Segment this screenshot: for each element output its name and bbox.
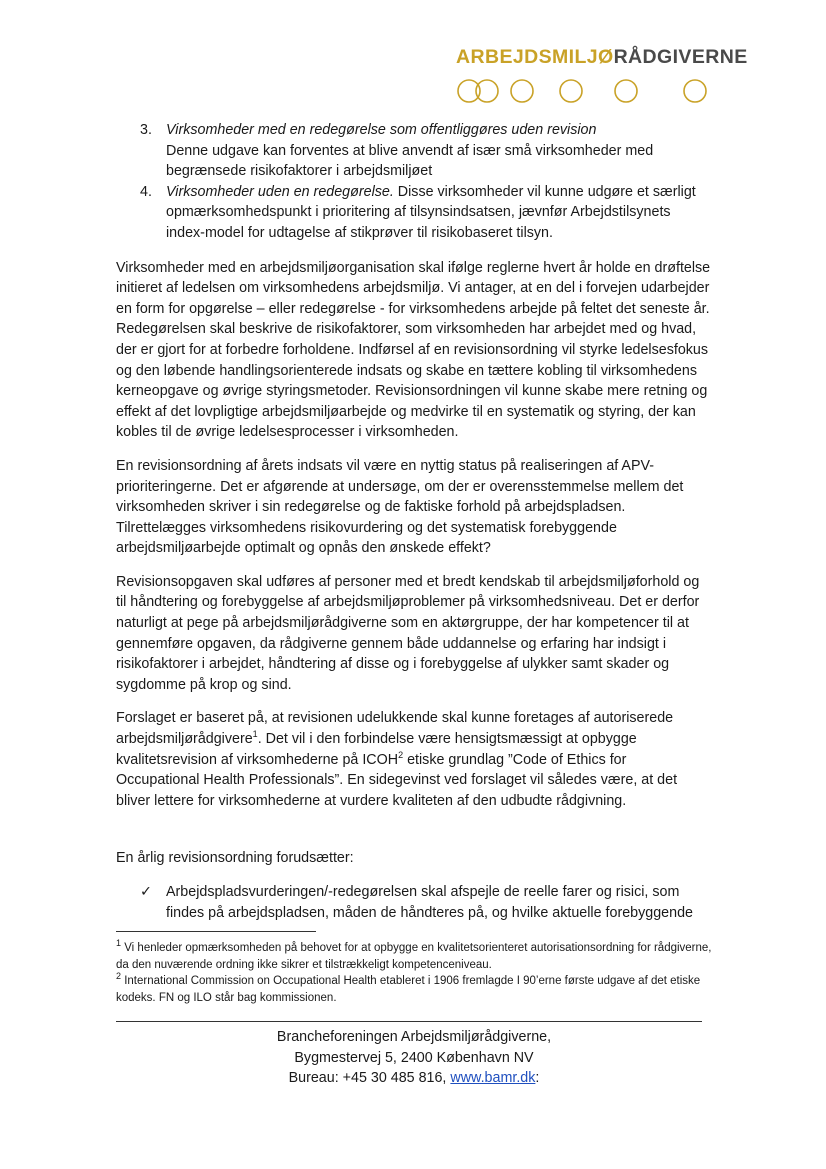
requirements-lead: En årlig revisionsordning forudsætter: — [116, 850, 354, 867]
list-item-text: Disse virksomheder vil kunne udgøre et særligt opmærksomhedspunkt i prioritering af tilsynsindsatsen, jævnfør Arbejdstilsynets index-model for udtagelse af stikprøver til risikobaseret tilsyn. — [166, 183, 696, 241]
website-link[interactable]: www.bamr.dk — [450, 1070, 536, 1086]
logo-rings-icon — [456, 76, 716, 108]
paragraph — [116, 708, 712, 811]
footnote-number: 1 — [116, 938, 122, 949]
footer-divider — [116, 1021, 702, 1022]
page-footer — [116, 1027, 712, 1089]
footnote — [116, 940, 712, 973]
footer-suffix: : — [535, 1070, 540, 1086]
footer-address: Bygmestervej 5, 2400 København NV — [294, 1049, 534, 1066]
checklist-item — [116, 882, 712, 923]
checklist — [116, 882, 712, 923]
list-item-number: 4. — [140, 183, 152, 200]
numbered-list — [116, 120, 712, 244]
list-item — [116, 120, 712, 182]
footnote-divider — [116, 931, 316, 932]
logo-text-part2: RÅDGIVERNE — [613, 46, 748, 68]
company-logo — [456, 46, 748, 69]
footnote-text: Vi henleder opmærksomheden på behovet for at opbygge en kvalitetsorienteret autorisationsordning for rådgiverne, da den nuværende ordning ikke sikrer et tilstrækkeligt kompetenceniveau. — [116, 942, 712, 971]
list-item-title: Virksomheder uden en redegørelse. — [166, 183, 394, 200]
footer-phone: Bureau: +45 30 485 816, — [288, 1070, 451, 1086]
document-body — [116, 120, 712, 923]
paragraph: Virksomheder med en arbejdsmiljøorganisation skal ifølge reglerne hvert år holde en drøftelse initieret af ledelsen om virksomhedens arbejdsmiljø. Vi antager, at en del i forvejen udarbejder en form for opgørelse – eller redegørelse - for virksomhedens arbejde på feltet det seneste år. Redegørelsen skal beskrive de risikofaktorer, som virksomheden har arbejdet med og hvad, der er gjort for at forbedre forholdene. Indførsel af en revisionsordning vil styrke ledelsesfokus og den løbende handlingsorienterede indsats og skabe en tættere kobling til virksomhedens kerneopgave og øvrige styringsmetoder. Revisionsordningen vil kunne skabe mere retning og effekt af det lovpligtige arbejdsmiljøarbejde og medvirke til en systematik og styring, der kan kobles til de øvrige ledelsesprocesser i virksomheden. — [116, 259, 711, 441]
paragraph-text: . Det vil i den forbindelse være hensigtsmæssigt at opbygge kvalitetsrevision af virksomhederne på ICOH — [116, 731, 637, 768]
paragraph: Revisionsopgaven skal udføres af personer med et bredt kendskab til arbejdsmiljøforhold og til håndtering og forebyggelse af arbejdsmiljøproblemer på virksomhedsniveau. Det er derfor naturligt at pege på arbejdsmiljørådgiverne som en aktørgruppe, der har kompetencer til at gennemføre opgaven, da rådgiverne gennem både uddannelse og erfaring har indsigt i risikofaktorer i arbejdet, håndtering af disse og i forebyggelse af ulykker samt skader og sygdomme på krop og sind. — [116, 573, 700, 693]
footer-org-name: Brancheforeningen Arbejdsmiljørådgiverne, — [276, 1029, 552, 1045]
paragraph: En revisionsordning af årets indsats vil være en nyttig status på realiseringen af APV-prioriteringerne. Det er afgørende at undersøge, om der er overensstemmelse mellem det virksomheden skriver i sin redegørelse og de faktiske forhold på arbejdspladsen. Tilrettelægges virksomhedens risikovurdering og det systematisk forebyggende arbejdsmiljøarbejde optimalt og opnås den ønskede effekt? — [116, 457, 684, 557]
footnote-number: 2 — [116, 971, 122, 982]
checklist-item-text: Arbejdspladsvurderingen/-redegørelsen skal afspejle de reelle farer og risici, som findes på arbejdspladsen, måden de håndteres på, og hvilke aktuelle forebyggende — [166, 884, 693, 921]
paragraph-text: etiske grundlag ”Code of Ethics for Occupational Health Professionals”. En sidegevinst ved forslaget vil således være, at det bliver lettere for virksomhederne at vurdere kvaliteten af den udbudte rådgivning. — [116, 751, 678, 809]
logo-text-part1: ARBEJDSMILJØ — [456, 46, 614, 68]
paragraph-text: Forslaget er baseret på, at revisionen udelukkende skal kunne foretages af autoriserede arbejdsmiljørådgivere — [116, 710, 674, 748]
footnote-ref: 2 — [398, 749, 404, 760]
logo-wordmark — [456, 46, 748, 69]
list-item — [116, 182, 712, 244]
checkmark-icon: ✓ — [140, 884, 152, 900]
list-item-number: 3. — [140, 122, 152, 138]
footer-contact — [116, 1068, 712, 1089]
footnote-ref: 1 — [252, 729, 258, 740]
footnote — [116, 973, 712, 1006]
footnotes — [116, 940, 712, 1006]
footnote-text: International Commission on Occupational Health etableret i 1906 fremlagde I 90’erne første udgave af det etiske kodeks. FN og ILO står bag kommissionen. — [116, 975, 701, 1004]
list-item-title: Virksomheder med en redegørelse som offentliggøres uden revision — [166, 122, 597, 138]
list-item-text: Denne udgave kan forventes at blive anvendt af især små virksomheder med begrænsede risikofaktorer i arbejdsmiljøet — [166, 142, 654, 180]
